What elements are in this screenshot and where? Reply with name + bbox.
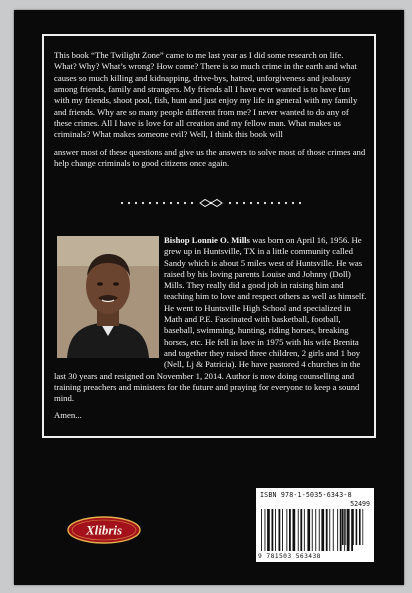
ornamental-divider bbox=[118, 198, 304, 208]
author-bio-text: was born on April 16, 1956. He grew up in Huntsville, TX in a little community called Sandy which is about 5 miles west of Huntsville. He was raised by his loving parents Louise and Johnny (Doll) Mills. They really did a good job in raising him and teaching him to love and respect others as well as himself. He went to Huntsville High School and specialized in Math and P.E. Fascinated with basketball, football, baseball, swimming, hunting, riding horses, breaking horses, etc. He fell in love in 1975 with his wife Brenita and together they raised three children, 2 girls and 1 boy (Nell, Lj & Patricia). He have pastored 4 churches in the last 30 years and resigned on November 1, 2014. Author is now doing counselling and training preachers and ministers for the future and praying for everyone to keep a sound mind. bbox=[54, 235, 367, 404]
price-code: 52499 bbox=[350, 500, 370, 508]
description-paragraph-2: answer most of these questions and give us the answers to solve most of those crimes and help change criminals to good citizens once again. bbox=[54, 147, 366, 169]
publisher-logo-text: Xlibris bbox=[85, 522, 123, 538]
isbn-label: ISBN 978-1-5035-6343-8 bbox=[260, 491, 352, 499]
back-cover bbox=[14, 10, 404, 585]
publisher-logo bbox=[66, 514, 142, 546]
description-paragraph-1: This book “The Twilight Zone” came to me last year as I did some research on life. What? Why? What’s wrong? How come? There is so much crime in the earth and what causes so much killing and kidnapping, drive-bys, hatred, unforgiveness and jealousy among friends, family and strangers. My friends all I have ever wanted is to have fun with my friends, shoot pool, fish, hunt and just enjoy my life in general with my family and friends. Why are so many people different from me? I never wanted to do any of these crimes. All I have is love for all creation and my fellow man. What makes us criminals? What makes someone evil? Well, I think this book will bbox=[54, 50, 358, 140]
text-panel bbox=[42, 34, 376, 438]
xlibris-logo-icon bbox=[66, 514, 142, 546]
isbn-barcode bbox=[256, 488, 374, 562]
author-photo bbox=[57, 236, 159, 358]
author-name: Bishop Lonnie O. Mills bbox=[164, 235, 250, 245]
divider-ornament-icon bbox=[118, 198, 304, 208]
barcode-bars-icon bbox=[256, 488, 374, 562]
closing-text: Amen... bbox=[54, 410, 82, 420]
ean-digits: 9 781503 563438 bbox=[258, 553, 321, 560]
